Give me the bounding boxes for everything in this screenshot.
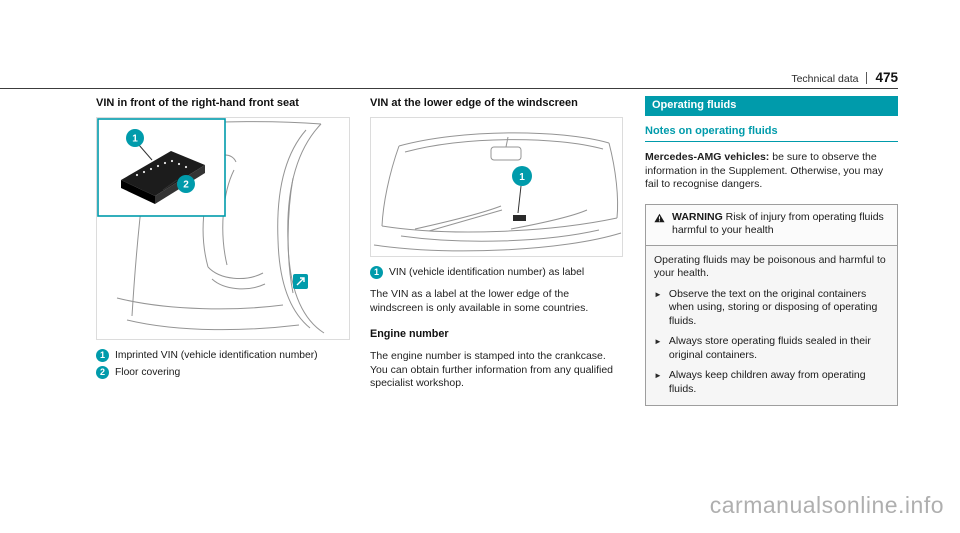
warning-body-paragraph: Operating fluids may be poisonous and harmful to your health. bbox=[654, 253, 886, 279]
header-rule bbox=[0, 88, 898, 89]
paragraph-engine-number: The engine number is stamped into the crankcase. You can obtain further information from any qualified specialist workshop. bbox=[370, 350, 614, 389]
callout-number-icon: 1 bbox=[96, 349, 109, 362]
bullet-arrow-icon: ► bbox=[654, 371, 662, 380]
figure-vin-seat bbox=[96, 117, 350, 340]
paragraph-vin-label: The VIN as a label at the lower edge of the windscreen is only available in some countries. bbox=[370, 288, 589, 314]
warning-title-text bbox=[672, 211, 889, 238]
warning-bullet-item bbox=[654, 335, 889, 362]
bullet-text: Always keep children away from operating fluids. bbox=[668, 369, 866, 395]
paragraph-amg-notice bbox=[645, 151, 898, 192]
column-vin-windscreen bbox=[370, 96, 623, 391]
figure-callout-2: 2 bbox=[183, 179, 189, 191]
callout-number-icon: 1 bbox=[370, 266, 383, 279]
warning-header bbox=[646, 205, 897, 246]
legend-item bbox=[96, 366, 350, 379]
section-header-operating-fluids: Operating fluids bbox=[645, 96, 898, 116]
warning-bullet-item bbox=[654, 369, 889, 396]
legend-label: Floor covering bbox=[115, 367, 181, 378]
legend-vin-windscreen bbox=[370, 266, 623, 279]
legend-label: VIN (vehicle identification number) as label bbox=[389, 267, 585, 278]
header-divider bbox=[866, 72, 867, 84]
car-seat-illustration bbox=[97, 118, 349, 339]
bullet-arrow-icon: ► bbox=[654, 289, 662, 299]
warning-box bbox=[645, 204, 898, 407]
vin-location-marker-icon bbox=[293, 274, 308, 289]
page-header bbox=[0, 70, 898, 85]
amg-bold-label: Mercedes-AMG vehicles: bbox=[645, 151, 770, 163]
heading-vin-seat: VIN in front of the right-hand front seat bbox=[96, 97, 299, 109]
page-number: 475 bbox=[875, 70, 898, 85]
legend-item bbox=[370, 266, 623, 279]
figure-callout-1: 1 bbox=[519, 172, 525, 183]
warning-title: WARNING bbox=[671, 210, 723, 223]
figure-callout-1: 1 bbox=[132, 133, 138, 145]
heading-vin-windscreen: VIN at the lower edge of the windscreen bbox=[370, 97, 578, 109]
bullet-arrow-icon: ► bbox=[654, 337, 662, 346]
watermark: carmanualsonline.info bbox=[709, 492, 944, 518]
legend-label: Imprinted VIN (vehicle identification number) bbox=[115, 350, 318, 361]
warning-title-rest: Risk of injury from operating fluids harmful to your health bbox=[671, 210, 884, 236]
warning-bullet-item bbox=[654, 288, 889, 329]
windscreen-illustration bbox=[371, 118, 622, 256]
warning-body bbox=[646, 246, 897, 406]
vin-label-mark bbox=[513, 215, 526, 221]
amg-text: be sure to observe the information in the Supplement. Otherwise, you may fail to recognise dangers. bbox=[645, 151, 884, 190]
heading-engine-number: Engine number bbox=[370, 328, 449, 340]
bullet-text: Observe the text on the original containers when using, storing or disposing of operating fluids. bbox=[668, 287, 878, 327]
legend-vin-seat bbox=[96, 349, 350, 379]
figure-vin-windscreen bbox=[370, 117, 623, 257]
legend-item bbox=[96, 349, 350, 362]
vin-plate-inset bbox=[98, 119, 225, 216]
warning-icon bbox=[654, 211, 665, 225]
header-section-label: Technical data bbox=[791, 73, 859, 85]
column-operating-fluids bbox=[645, 96, 898, 406]
column-vin-seat bbox=[96, 96, 350, 379]
bullet-text: Always store operating fluids sealed in their original containers. bbox=[668, 335, 871, 361]
subheading-notes-operating-fluids: Notes on operating fluids bbox=[645, 125, 898, 142]
callout-number-icon: 2 bbox=[96, 366, 109, 379]
